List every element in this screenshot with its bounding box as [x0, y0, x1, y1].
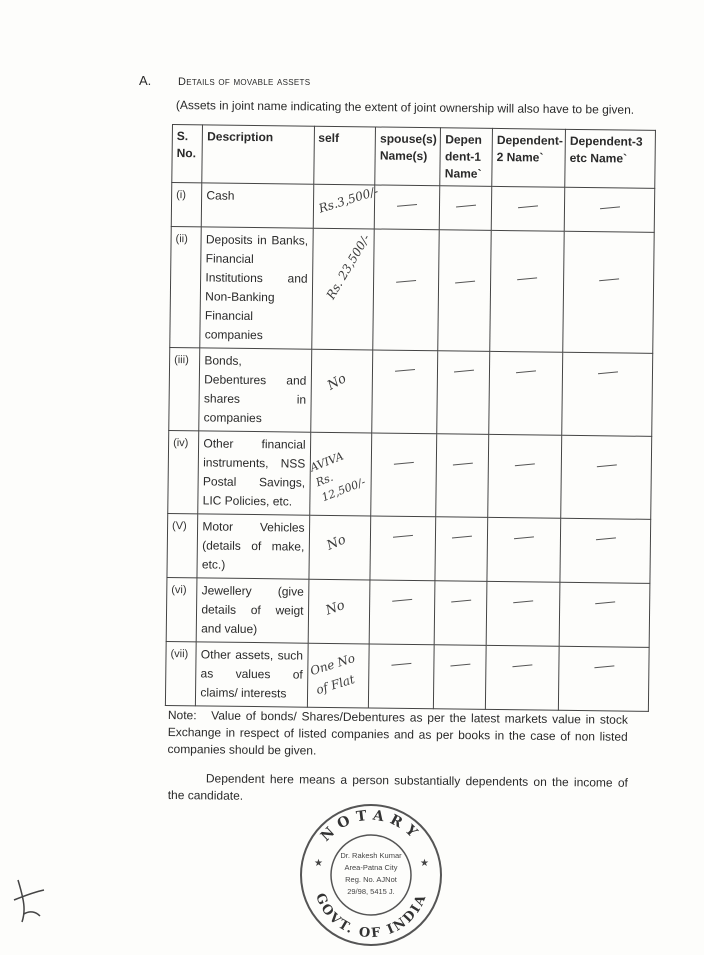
dash-mark [513, 600, 533, 603]
dash-mark [517, 277, 537, 280]
table-row [165, 641, 649, 711]
dash-mark [456, 205, 476, 208]
table-row [168, 430, 652, 519]
row-self [309, 432, 372, 516]
seal-line: Reg. No. AJNot [345, 875, 397, 884]
dash-mark [396, 280, 416, 283]
dash-mark [393, 599, 413, 602]
signature-mark [10, 870, 50, 930]
dash-mark [598, 371, 618, 374]
table-row [167, 513, 651, 583]
header-spouse: spouse(s) Name(s) [375, 127, 441, 186]
self-value: AVIVA Rs. 12,500/- [307, 449, 367, 505]
dash-mark [455, 281, 475, 284]
row-sno: (i) [171, 183, 202, 227]
seal-line: 29/98, 5415 J. [347, 887, 395, 896]
row-description: Motor Vehicles (details of make, etc.) [197, 514, 309, 579]
notary-seal [296, 800, 446, 950]
table-row [170, 226, 654, 353]
dash-mark [514, 536, 534, 539]
dash-mark [518, 205, 538, 208]
seal-line: Area-Patna City [344, 863, 398, 872]
dash-mark [594, 665, 614, 668]
row-sno: (V) [167, 513, 198, 577]
dash-mark [454, 370, 474, 373]
row-description: Bonds, Debentures and shares in companies [199, 348, 311, 432]
self-value: One No of Flat [307, 650, 357, 698]
row-self [308, 579, 371, 644]
row-description: Cash [202, 183, 314, 228]
table-row [169, 347, 653, 436]
seal-star-icon: ★ [420, 858, 429, 869]
movable-assets-table [165, 124, 656, 712]
header-dependent-3: Dependent-3 etc Name` [565, 129, 656, 188]
seal-line: Dr. Rakesh Kumar [340, 851, 402, 860]
seal-top-text: NOTARY [317, 807, 425, 845]
section-subtitle: (Assets in joint name indicating the extent of joint ownership will also have to be given. [175, 98, 635, 117]
header-self: self [313, 126, 375, 185]
header-dependent-1: Depen dent-1 Name` [440, 128, 492, 187]
dash-mark [452, 536, 472, 539]
header-description: Description [202, 125, 314, 184]
dash-mark [599, 278, 619, 281]
row-sno: (ii) [170, 226, 202, 347]
seal-bottom-text: GOVT. OF INDIA [312, 891, 430, 942]
self-value: No [324, 532, 348, 554]
self-value: No [324, 371, 349, 394]
row-self [307, 643, 370, 708]
note-prefix: Note: [167, 707, 197, 723]
section-title: Details of movable assets [178, 76, 311, 88]
row-description: Deposits in Banks, Financial Institutions and Non-Banking Financial companies [200, 227, 313, 349]
seal-star-icon: ★ [314, 858, 323, 869]
dash-mark [516, 370, 536, 373]
row-description: Other financial instruments, NSS Postal Savings, LIC Policies, etc. [198, 431, 310, 515]
section-label: A. [139, 73, 152, 88]
dash-mark [595, 601, 615, 604]
dash-mark [453, 463, 473, 466]
row-description: Other assets, such as values of claims/ interests [196, 642, 308, 707]
row-self [313, 184, 380, 229]
row-sno: (vi) [166, 577, 197, 641]
dash-mark [392, 663, 412, 666]
row-self [310, 349, 373, 433]
dash-mark [595, 537, 615, 540]
row-self [308, 515, 371, 580]
row-description: Jewellery (give details of weigt and value) [196, 578, 308, 643]
dash-mark [393, 535, 413, 538]
dash-mark [600, 206, 620, 209]
header-sno: S. No. [172, 125, 203, 183]
dash-mark [596, 464, 616, 467]
row-sno: (vii) [165, 641, 196, 705]
row-sno: (iii) [169, 347, 200, 430]
self-value: Rs.3,500/- [316, 184, 380, 216]
table-row [166, 577, 650, 647]
header-dependent-2: Dependent-2 Name` [492, 128, 566, 187]
self-value: No [323, 597, 347, 619]
note-paragraph [167, 707, 628, 763]
dash-mark [397, 204, 417, 207]
table-header-row [172, 125, 656, 189]
table-row [171, 183, 655, 233]
note-text: Value of bonds/ Shares/Debentures as per the latest markets value in stock Exchange in respect of listed companies and as per books in the case of non listed companies should be given. [167, 708, 628, 758]
dash-mark [451, 600, 471, 603]
self-value: Rs. 23,500/- [323, 231, 373, 302]
svg-text:GOVT. OF INDIA [312, 891, 430, 941]
dash-mark [394, 462, 414, 465]
row-sno: (iv) [168, 430, 199, 513]
footnote-paragraph: Dependent here means a person substantially dependents on the income of the candidate. [167, 771, 628, 803]
row-self [311, 228, 374, 350]
dash-mark [515, 463, 535, 466]
dash-mark [450, 664, 470, 667]
dash-mark [512, 664, 532, 667]
dash-mark [395, 369, 415, 372]
svg-text:NOTARY [318, 807, 424, 844]
